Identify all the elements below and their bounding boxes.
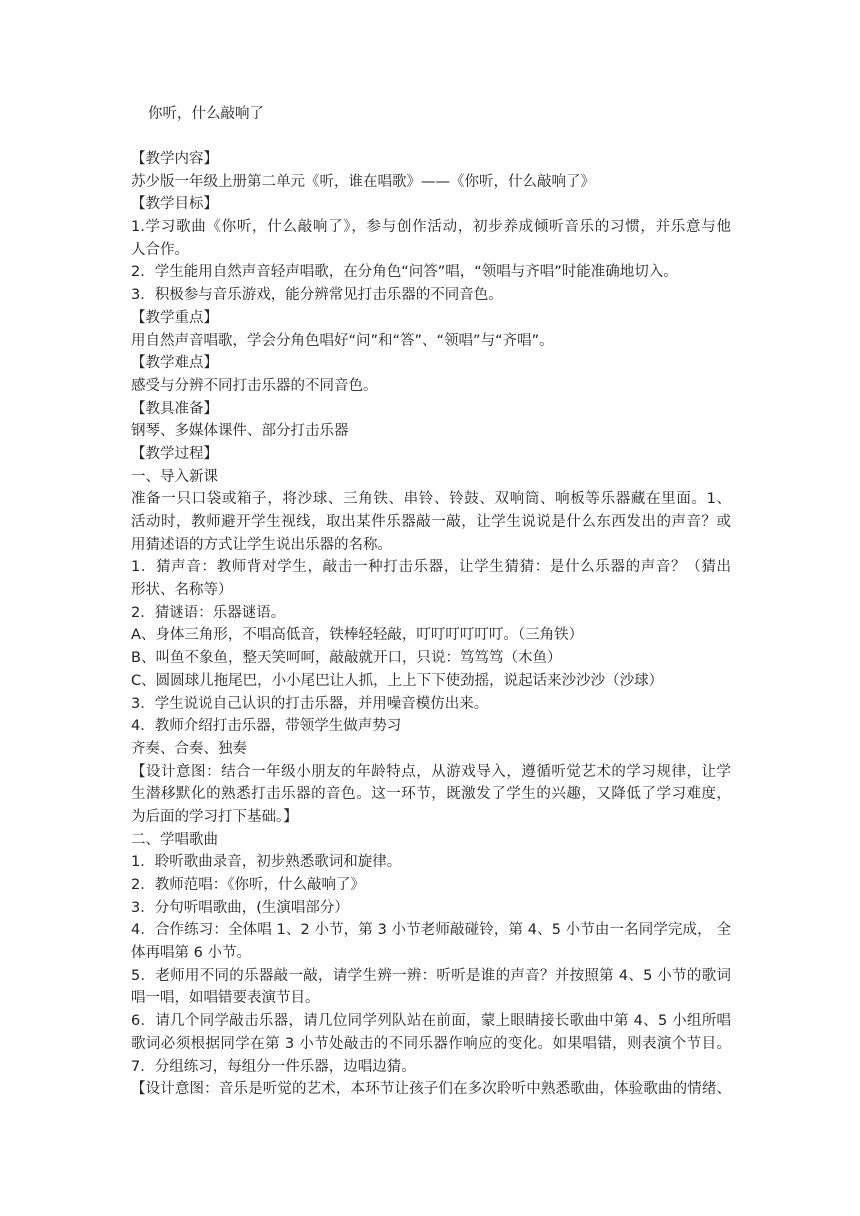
paragraph-line: 生潜移默化的熟悉打击乐器的音色。这一环节，既激发了学生的兴趣，又降低了学习难度， xyxy=(131,786,731,803)
paragraph-line: 【教具准备】 xyxy=(131,400,218,417)
paragraph-line: A、身体三角形，不唱高低音，铁棒轻轻敲，叮叮叮叮叮叮。（三角铁） xyxy=(131,627,584,644)
paragraph-line: 【教学目标】 xyxy=(131,196,218,213)
paragraph-line: 【设计意图：结合一年级小朋友的年龄特点，从游戏导入，遵循听觉艺术的学习规律，让学 xyxy=(131,763,731,780)
paragraph-line: 2．猜谜语：乐器谜语。 xyxy=(131,604,286,621)
paragraph-line: 准备一只口袋或箱子，将沙球、三角铁、串铃、铃鼓、双响筒、响板等乐器藏在里面。1、 xyxy=(131,491,731,508)
paragraph-line: 5．老师用不同的乐器敲一敲，请学生辨一辨：听听是谁的声音？并按照第 4、5 小节的歌词 xyxy=(131,967,731,984)
paragraph-line: 用猜述语的方式让学生说出乐器的名称。 xyxy=(131,536,392,553)
paragraph-line: 感受与分辨不同打击乐器的不同音色。 xyxy=(131,377,378,394)
paragraph-line: 形状、名称等） xyxy=(131,582,233,599)
paragraph-line: B、叫鱼不象鱼，整天笑呵呵，敲敲就开口，只说：笃笃笃（木鱼） xyxy=(131,650,562,667)
paragraph-line: 1．猜声音：教师背对学生，敲击一种打击乐器，让学生猜猜：是什么乐器的声音？（猜出 xyxy=(131,559,731,576)
paragraph-line: 体再唱第 6 小节。 xyxy=(131,945,251,962)
paragraph-line: 【教学过程】 xyxy=(131,445,218,462)
paragraph-line: 【教学难点】 xyxy=(131,355,218,372)
paragraph-line: 钢琴、多媒体课件、部分打击乐器 xyxy=(131,423,349,440)
paragraph-line: 1．聆听歌曲录音，初步熟悉歌词和旋律。 xyxy=(131,854,402,871)
paragraph-line: C、圆圆球儿拖尾巴，小小尾巴让人抓，上上下下使劲摇，说起话来沙沙沙（沙球） xyxy=(131,672,664,689)
paragraph-line: 一、导入新课 xyxy=(131,468,218,485)
paragraph-line: 为后面的学习打下基础。】 xyxy=(131,808,298,825)
paragraph-line: 3．学生说说自己认识的打击乐器，并用噪音模仿出来。 xyxy=(131,695,489,712)
paragraph-line: 4．教师介绍打击乐器，带领学生做声势习 xyxy=(131,718,402,735)
paragraph-line: 用自然声音唱歌，学会分角色唱好“问”和“答”、“领唱”与“齐唱”。 xyxy=(131,332,554,349)
paragraph-line: 苏少版一年级上册第二单元《听，谁在唱歌》——《你听，什么敲响了》 xyxy=(131,173,595,190)
document-body xyxy=(131,148,731,1101)
paragraph-line: 【设计意图：音乐是听觉的艺术，本环节让孩子们在多次聆听中熟悉歌曲，体验歌曲的情绪、 xyxy=(131,1081,731,1098)
paragraph-line: 人合作。 xyxy=(131,241,189,258)
paragraph-line: 1.学习歌曲《你听，什么敲响了》，参与创作活动，初步养成倾听音乐的习惯，并乐意与他 xyxy=(131,219,731,236)
paragraph-line: 6．请几个同学敲击乐器，请几位同学列队站在前面，蒙上眼睛接长歌曲中第 4、5 小组所唱 xyxy=(131,1013,731,1030)
paragraph-line: 2．学生能用自然声音轻声唱歌，在分角色“问答”唱，“领唱与齐唱”时能准确地切入。 xyxy=(131,264,678,281)
paragraph-line: 3．积极参与音乐游戏，能分辨常见打击乐器的不同音色。 xyxy=(131,287,503,304)
paragraph-line: 7．分组练习，每组分一件乐器，边唱边猜。 xyxy=(131,1058,416,1075)
paragraph-line: 二、学唱歌曲 xyxy=(131,831,218,848)
paragraph-line: 唱一唱，如唱错要表演节目。 xyxy=(131,990,320,1007)
paragraph-line: 【教学重点】 xyxy=(131,309,218,326)
document-title: 你听，什么敲响了 xyxy=(148,106,264,122)
paragraph-line: 齐奏、合奏、独奏 xyxy=(131,740,247,757)
paragraph-line: 歌词必须根据同学在第 3 小节处敲击的不同乐器作响应的变化。如果唱错，则表演个节目。 xyxy=(131,1035,731,1052)
paragraph-line: 活动时，教师避开学生视线，取出某件乐器敲一敲，让学生说说是什么东西发出的声音？或 xyxy=(131,514,731,530)
paragraph-line: 【教学内容】 xyxy=(131,151,218,167)
paragraph-line: 2．教师范唱：《你听，什么敲响了》 xyxy=(131,877,365,893)
paragraph-line: 4．合作练习：全体唱 1、2 小节，第 3 小节老师敲碰铃，第 4、5 小节由一名同学完成， 全 xyxy=(131,922,731,939)
paragraph-line: 3．分句听唱歌曲，(生演唱部分） xyxy=(131,899,349,916)
